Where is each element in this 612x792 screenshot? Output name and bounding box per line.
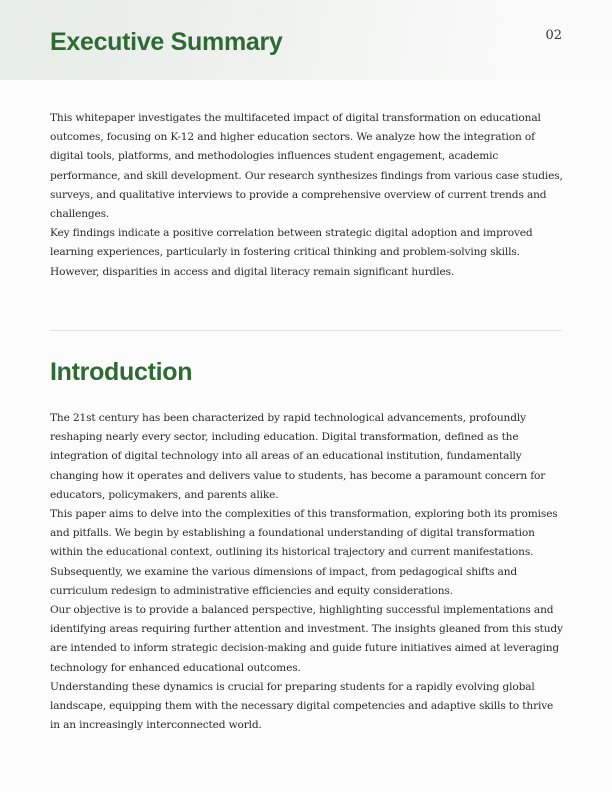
introduction-body <box>50 409 564 735</box>
executive-summary-body <box>50 109 564 282</box>
introduction-paragraph: Understanding these dynamics is crucial for preparing students for a rapidly evolving global landscape, equipping them with the necessary digital competencies and adaptive skills to thrive in an increasingly interconnected world. <box>50 680 554 732</box>
introduction-paragraph: Our objective is to provide a balanced perspective, highlighting successful implementations and identifying areas requiring further attention and investment. The insights gleaned from this study are intended to inform strategic decision-making and guide future initiatives aimed at leveraging technology for enhanced educational outcomes. <box>50 604 563 674</box>
executive-summary-heading: Executive Summary <box>50 28 283 56</box>
introduction-paragraph: This paper aims to delve into the complexities of this transformation, exploring both its promises and pitfalls. We begin by establishing a foundational understanding of digital transformation within the educational context, outlining its historical trajectory and current manifestations. Subsequently, we examine the various dimensions of impact, from pedagogical shifts and curriculum redesign to administrative efficiencies and equity considerations. <box>50 508 558 597</box>
introduction-paragraph: The 21st century has been characterized by rapid technological advancements, profoundly reshaping nearly every sector, including education. Digital transformation, defined as the integration of digital technology into all areas of an educational institution, fundamentally changing how it operates and delivers value to students, has become a paramount concern for educators, policymakers, and parents alike. <box>50 412 546 501</box>
executive-summary-paragraph: This whitepaper investigates the multifaceted impact of digital transformation on educational outcomes, focusing on K-12 and higher education sectors. We analyze how the integration of digital tools, platforms, and methodologies influences student engagement, academic performance, and skill development. Our research synthesizes findings from various case studies, surveys, and qualitative interviews to provide a comprehensive overview of current trends and challenges. <box>50 112 563 221</box>
page-number: 02 <box>545 28 562 43</box>
section-divider <box>50 330 562 331</box>
introduction-heading: Introduction <box>50 358 193 386</box>
executive-summary-paragraph: Key findings indicate a positive correlation between strategic digital adoption and improved learning experiences, particularly in fostering critical thinking and problem-solving skills. However, disparities in access and digital literacy remain significant hurdles. <box>50 227 533 278</box>
